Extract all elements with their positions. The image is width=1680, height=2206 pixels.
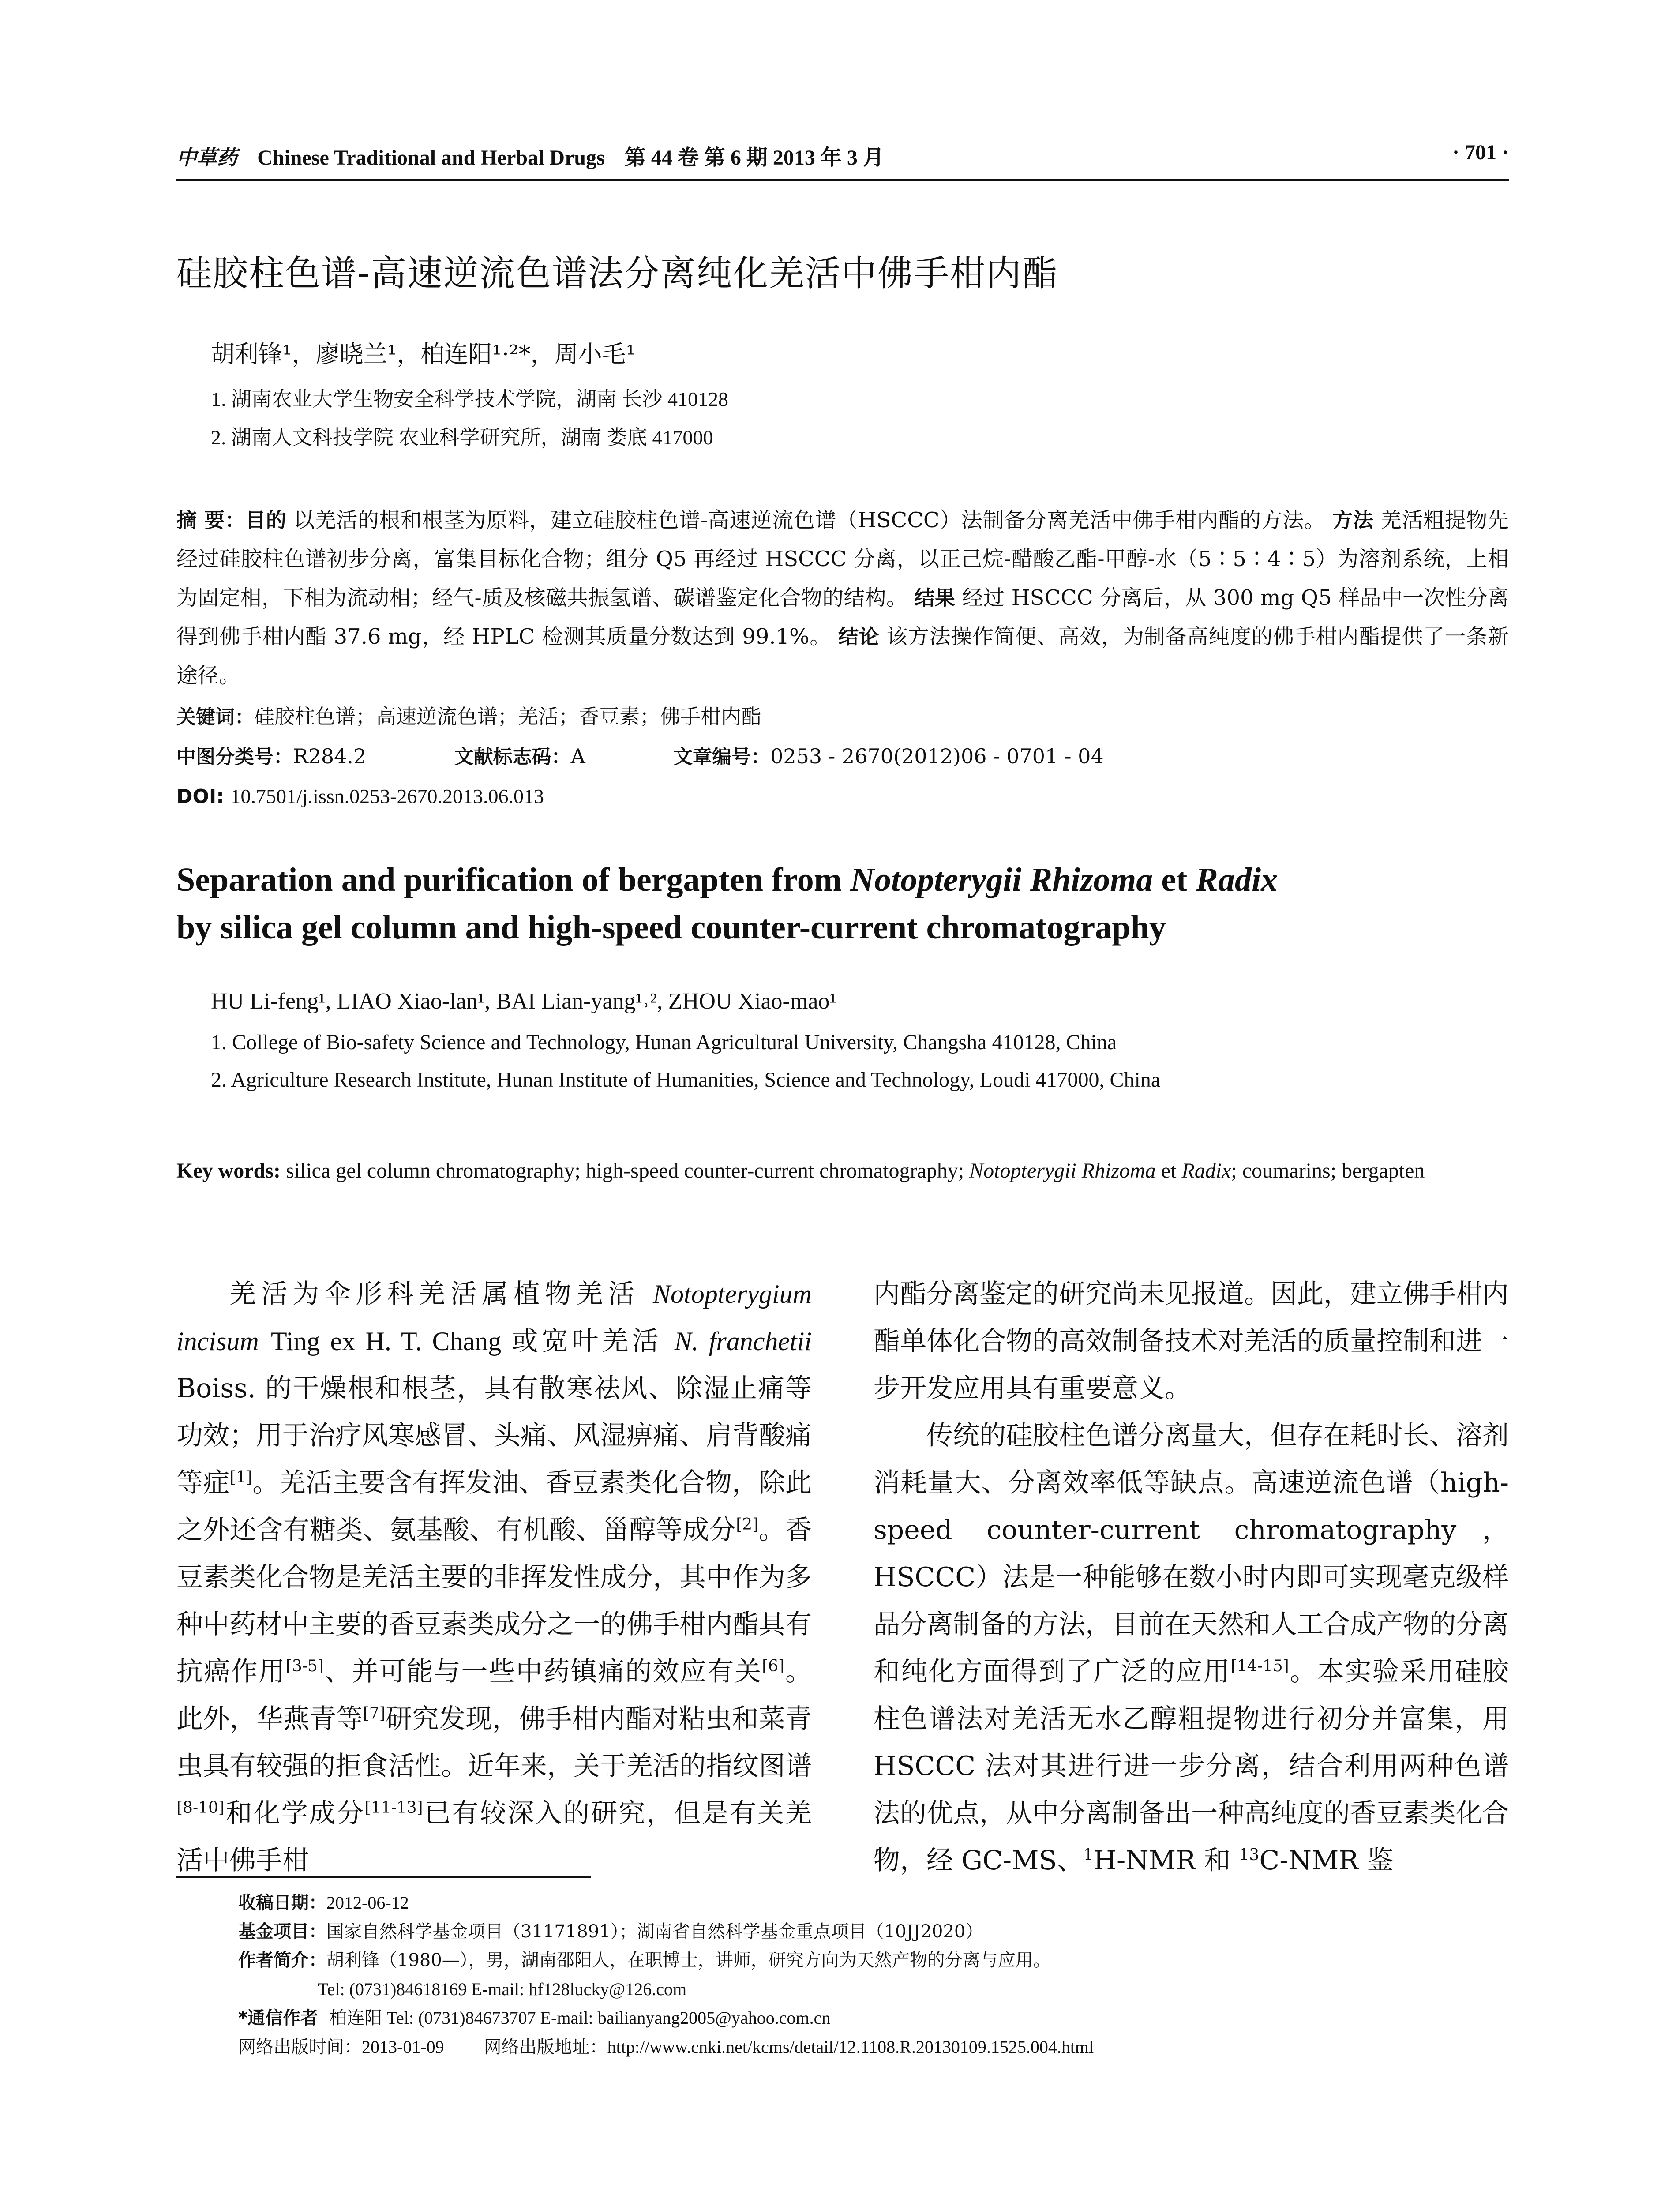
journal-name-cn: 中草药 xyxy=(176,146,237,169)
method-label: 方法 xyxy=(1332,508,1374,532)
online-date-label: 网络出版时间： xyxy=(238,2037,362,2057)
body-text: 。本实验采用硅胶柱色谱法对羌活无水乙醇粗提物进行初分并富集，用 HSCCC 法对其进行进一步分离，结合利用两种色谱法的优点，从中分离制备出一种高纯度的香豆素类化合物，经 GC-MS、 xyxy=(874,1656,1509,1876)
body-text: Boiss. 的干燥根和根茎，具有散寒祛风、除湿止痛等功效；用于治疗风寒感冒、头痛、风湿痹痛、肩背酸痛等症 xyxy=(176,1373,812,1498)
citation: [3-5] xyxy=(285,1657,324,1675)
keywords-en-et: et xyxy=(1161,1159,1177,1182)
title-en-part2: et xyxy=(1153,861,1196,898)
conclusion-text: 该方法操作简便、高效，为制备高纯度的佛手柑内酯提供了一条新途径。 xyxy=(176,624,1509,688)
citation: [2] xyxy=(736,1516,759,1534)
keywords-en-text1: silica gel column chromatography; high-speed counter-current chromatography; xyxy=(285,1159,964,1182)
journal-name-en: Chinese Traditional and Herbal Drugs xyxy=(257,146,605,169)
title-en-radix: Radix xyxy=(1196,861,1278,898)
purpose-label: 目的 xyxy=(245,508,287,532)
article-no-label: 文章编号： xyxy=(673,746,771,768)
result-text: 经过 HSCCC 分离后，从 300 mg Q5 样品中一次性分离得到佛手柑内酯 37.6 mg，经 HPLC 检测其质量分数达到 99.1%。 xyxy=(176,585,1509,649)
online-url-value: http://www.cnki.net/kcms/detail/12.1108.R.20130109.1525.004.html xyxy=(607,2037,1094,2057)
fund-label: 基金项目： xyxy=(238,1921,326,1942)
body-text: 传统的硅胶柱色谱分离量大，但存在耗时长、溶剂消耗量大、分离效率低等缺点。高速逆流色谱（high-speed counter-current chromatography，HSCCC）法是一种能够在数小时内即可实现毫克级样品分离制备的方法，目前在天然和人工合成产物的分离和纯化方面得到了广泛的应用 xyxy=(874,1420,1509,1687)
title-en xyxy=(176,856,1509,951)
issue-info: 第 44 卷 第 6 期 2013 年 3 月 xyxy=(624,146,884,169)
footnotes xyxy=(238,1888,1509,2062)
authors-cn: 胡利锋¹，廖晓兰¹，柏连阳¹·²*，周小毛¹ xyxy=(211,340,636,368)
body-text: 研究发现，佛手柑内酯对粘虫和菜青虫具有较强的拒食活性。近年来，关于羌活的指纹图谱 xyxy=(176,1703,812,1782)
body-text: C-NMR 鉴 xyxy=(1259,1845,1394,1876)
citation: [14-15] xyxy=(1230,1657,1289,1675)
body-text: 、并可能与一些中药镇痛的效应有关 xyxy=(323,1656,762,1687)
header-rule xyxy=(176,179,1509,181)
abstract xyxy=(176,501,1509,695)
citation: [11-13] xyxy=(364,1799,423,1817)
bio-value: 胡利锋（1980—），男，湖南邵阳人，在职博士，讲师，研究方向为天然产物的分离与应用。 xyxy=(326,1950,1051,1970)
funding xyxy=(238,1917,1509,1946)
citation: [6] xyxy=(762,1657,785,1675)
received-label: 收稿日期： xyxy=(238,1893,326,1913)
keywords-en-label: Key words: xyxy=(176,1159,281,1182)
classification-line xyxy=(176,737,1509,777)
species-name: N. franchetii xyxy=(674,1327,812,1356)
keywords-en-text3: ; coumarins; bergapten xyxy=(1231,1159,1425,1182)
doi-label: DOI: xyxy=(176,785,224,808)
corresponding-author xyxy=(238,2003,1509,2033)
body-paragraph xyxy=(874,1271,1509,1412)
keywords-cn-text: 硅胶柱色谱；高速逆流色谱；羌活；香豆素；佛手柑内酯 xyxy=(254,705,761,728)
affiliation-cn-1: 1. 湖南农业大学生物安全科学技术学院，湖南 长沙 410128 xyxy=(211,388,728,410)
body-text: 。香豆素类化合物是羌活主要的非挥发性成分，其中作为多种中药材中主要的香豆素类成分之一的佛手柑内酯具有抗癌作用 xyxy=(176,1515,812,1687)
affiliation-cn-2: 2. 湖南人文科技学院 农业科学研究所，湖南 娄底 417000 xyxy=(211,426,713,449)
method-text: 羌活粗提物先经过硅胶柱色谱初步分离，富集目标化合物；组分 Q5 再经过 HSCCC 分离，以正己烷-醋酸乙酯-甲醇-水（5∶5∶4∶5）为溶剂系统，上相为固定相，下相为流动相；经气-质及核磁共振氢谱、碳谱鉴定化合物的结构。 xyxy=(176,508,1509,610)
article-no-value: 0253 - 2670(2012)06 - 0701 - 04 xyxy=(770,744,1104,768)
isotope-superscript: 1 xyxy=(1083,1846,1094,1864)
keywords-en-radix: Radix xyxy=(1181,1159,1231,1182)
body-paragraph xyxy=(874,1412,1509,1884)
title-en-part3: by silica gel column and high-speed counter-current chromatography xyxy=(176,909,1166,946)
species-name: Notopterygium incisum xyxy=(176,1279,812,1356)
result-label: 结果 xyxy=(914,586,956,610)
keywords-cn-label: 关键词： xyxy=(176,706,254,728)
author-contact: Tel: (0731)84618169 E-mail: hf128lucky@126.com xyxy=(318,1979,687,1999)
affiliation-en-2: 2. Agriculture Research Institute, Hunan Institute of Humanities, Science and Technology, Loudi 417000, China xyxy=(211,1068,1161,1092)
footnote-rule xyxy=(176,1876,591,1878)
keywords-en xyxy=(176,1152,1509,1190)
body-text: 。此外，华燕青等 xyxy=(176,1656,812,1734)
body-text: 羌活为伞形科羌活属植物羌活 xyxy=(229,1279,640,1309)
citation: [1] xyxy=(229,1468,252,1486)
title-en-species: Notopterygii Rhizoma xyxy=(850,861,1153,898)
purpose-text: 以羌活的根和根茎为原料，建立硅胶柱色谱-高速逆流色谱（HSCCC）法制备分离羌活中佛手柑内酯的方法。 xyxy=(293,508,1326,533)
body-text: 和化学成分 xyxy=(224,1798,365,1829)
citation: [7] xyxy=(363,1704,386,1722)
body-text: Ting ex H. T. Chang 或宽叶羌活 xyxy=(271,1327,663,1356)
page-number: · 701 · xyxy=(1452,141,1509,164)
title-en-part1: Separation and purification of bergapten from xyxy=(176,861,851,898)
body-text: 内酯分离鉴定的研究尚未见报道。因此，建立佛手柑内酯单体化合物的高效制备技术对羌活的质量控制和进一步开发应用具有重要意义。 xyxy=(874,1279,1509,1404)
doc-code-value: A xyxy=(570,744,585,768)
body-column-right xyxy=(874,1271,1509,1884)
doi-value: 10.7501/j.issn.0253-2670.2013.06.013 xyxy=(230,785,544,807)
fund-value: 国家自然科学基金项目（31171891）；湖南省自然科学基金重点项目（10JJ2020） xyxy=(326,1921,983,1942)
online-publication xyxy=(238,2033,1509,2062)
article-meta xyxy=(176,697,1509,816)
abstract-label: 摘 要： xyxy=(176,508,246,532)
bio-label: 作者简介： xyxy=(238,1950,326,1970)
doc-code-label: 文献标志码： xyxy=(454,746,571,768)
received-date xyxy=(238,1888,1509,1917)
online-date-value: 2013-01-09 xyxy=(362,2037,444,2057)
citation: [8-10] xyxy=(176,1799,225,1817)
authors-en: HU Li-feng¹, LIAO Xiao-lan¹, BAI Lian-yang¹˒², ZHOU Xiao-mao¹ xyxy=(211,989,836,1014)
body-column-left xyxy=(176,1271,812,1884)
running-header xyxy=(176,140,1509,176)
title-cn: 硅胶柱色谱-高速逆流色谱法分离纯化羌活中佛手柑内酯 xyxy=(176,253,1058,294)
body-text: 已有较深入的研究，但是有关羌活中佛手柑 xyxy=(176,1798,812,1876)
body-text: H-NMR 和 xyxy=(1093,1845,1239,1876)
conclusion-label: 结论 xyxy=(838,625,880,649)
affiliation-en-1: 1. College of Bio-safety Science and Technology, Hunan Agricultural University, Changsha 410128, China xyxy=(211,1031,1117,1054)
keywords-cn xyxy=(176,697,1509,737)
body-paragraph xyxy=(176,1271,812,1884)
corr-value: 柏连阳 Tel: (0731)84673707 E-mail: bailianyang2005@yahoo.com.cn xyxy=(329,2008,831,2028)
received-value: 2012-06-12 xyxy=(326,1893,409,1913)
keywords-en-species: Notopterygii Rhizoma xyxy=(969,1159,1156,1182)
author-bio xyxy=(238,1946,1509,1975)
clc-label: 中图分类号： xyxy=(176,746,293,768)
clc-value: R284.2 xyxy=(293,744,367,768)
corr-label: *通信作者 xyxy=(238,2008,318,2028)
body-text: 。羌活主要含有挥发油、香豆素类化合物，除此之外还含有糖类、氨基酸、有机酸、甾醇等成分 xyxy=(176,1467,812,1546)
isotope-superscript: 13 xyxy=(1239,1846,1260,1864)
online-url-label: 网络出版地址： xyxy=(484,2037,608,2057)
doi-line xyxy=(176,777,1509,816)
